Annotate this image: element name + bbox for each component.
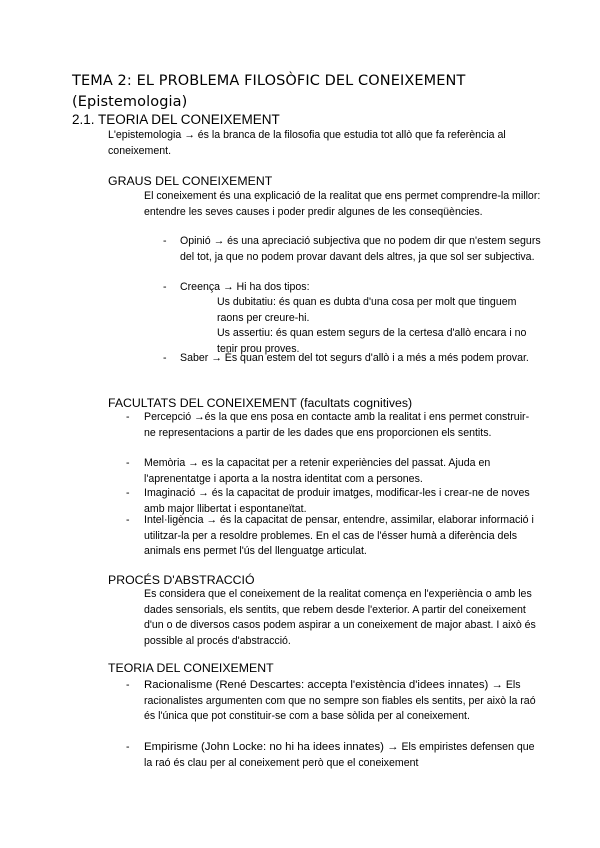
teoria-item-lead: Racionalisme (René Descartes: accepta l'existència d'idees innates) →: [144, 679, 503, 691]
graus-item-creenca: Creença → Hi ha dos tipos:: [180, 281, 310, 293]
proces-text: Es considera que el coneixement de la realitat comença en l'experiència o amb les dades sensorials, els sentits, que rebem desde l'exterior. A partir del coneixement d'un o de diversos casos podem aspirar a un coneixement de major abast. I això és possible al procés d'abstracció.: [144, 588, 536, 647]
facultats-item-percepcio: Percepció →és la que ens posa en contacte amb la realitat i ens permet construir-ne representacions a partir de les dades que ens proporcionen els sentits.: [144, 411, 530, 439]
facultats-item-memoria: Memòria → es la capacitat per a retenir experiències del passat. Ajuda en l'aprenentatge i aporta a la nostra identitat com a persones.: [144, 457, 491, 485]
list-bullet: -: [126, 679, 130, 691]
facultats-item-imaginacio: Imaginació → és la capacitat de produir imatges, modificar-les i crear-ne de noves amb major llibertat i espontaneïtat.: [144, 487, 530, 515]
graus-intro: El coneixement és una explicació de la realitat que ens permet comprendre-la millor: entendre les seves causes i poder predir algunes de les conseqüències.: [144, 190, 541, 218]
section-heading: 2.1. TEORIA DEL CONEIXEMENT: [72, 112, 280, 127]
creenca-type-assertiu: Us assertiu: és quan estem segurs de la certesa d'allò encara i no tenir prou proves.: [217, 327, 527, 355]
creenca-type-dubitatiu: Us dubitatiu: és quan es dubta d'una cosa per molt que tinguem raons per creure-hi.: [217, 296, 517, 324]
list-bullet: -: [126, 741, 130, 753]
list-bullet: -: [163, 352, 167, 364]
graus-item-opinio: Opinió → és una apreciació subjectiva que no podem dir que n'estem segurs del tot, ja que no podem provar davant dels altres, ja que sol ser subjectiva.: [180, 235, 541, 263]
list-bullet: -: [126, 457, 130, 469]
list-bullet: -: [163, 235, 167, 247]
section-intro: L'epistemologia → és la branca de la filosofia que estudia tot allò que fa referència al coneixement.: [108, 129, 506, 157]
teoria-item-racionalisme: [144, 678, 539, 725]
page-title: TEMA 2: EL PROBLEMA FILOSÒFIC DEL CONEIXEMENT: [72, 73, 466, 89]
page-subtitle: (Epistemologia): [72, 94, 188, 110]
list-bullet: -: [126, 487, 130, 499]
list-bullet: -: [126, 411, 130, 423]
teoria-item-text: Els empiristes defensen que la raó és clau per al coneixement però que el coneixement: [144, 741, 535, 769]
graus-heading: GRAUS DEL CONEIXEMENT: [108, 174, 273, 188]
graus-item-saber: Saber → És quan estem del tot segurs d'allò i a més a més podem provar.: [180, 352, 529, 364]
teoria-item-lead: Empirisme (John Locke: no hi ha idees innates) →: [144, 741, 399, 753]
list-bullet: -: [126, 514, 130, 526]
teoria-heading: TEORIA DEL CONEIXEMENT: [108, 661, 274, 675]
teoria-item-text: Els racionalistes argumenten com que no sempre son fiables els sentits, per això la raó és l'única que pot constituir-se com a base sòlida per al coneixement.: [144, 679, 536, 722]
teoria-item-empirisme: [144, 740, 539, 771]
list-bullet: -: [163, 281, 167, 293]
facultats-heading: FACULTATS DEL CONEIXEMENT (facultats cognitives): [108, 396, 413, 410]
facultats-item-intelligencia: Intel·ligència → és la capacitat de pensar, entendre, assimilar, elaborar informació i utilitzar-la per a resoldre problemes. En el cas de l'ésser humà a diferència dels animals ens permet l'ús del llenguatge articulat.: [144, 514, 534, 557]
proces-heading: PROCÉS D'ABSTRACCIÓ: [108, 573, 255, 587]
